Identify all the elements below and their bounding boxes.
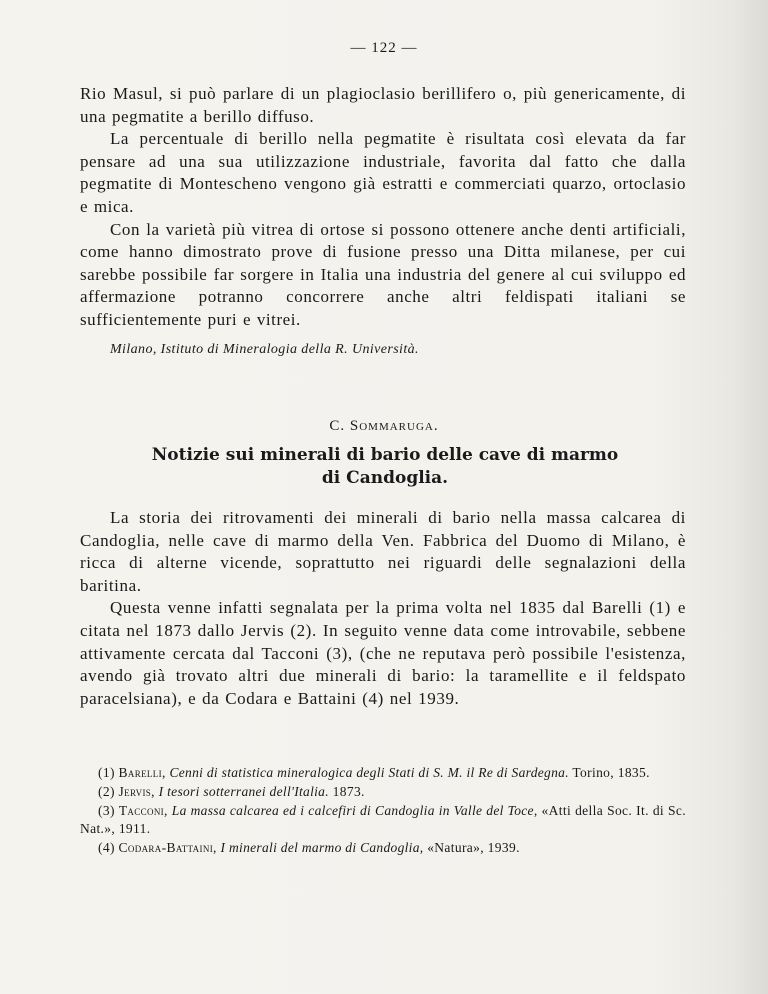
footnote-title: I tesori sotterranei dell'Italia. — [158, 783, 329, 799]
paragraph: La storia dei ritrovamenti dei minerali di bario nella massa calcarea di Candoglia, nelle cave di marmo della Ven. Fabbrica del Duomo di Milano, è ricca di alterne vicende, soprattutto nei riguardi delle segnalazioni della baritina. — [80, 508, 686, 595]
paragraph: Questa venne infatti segnalata per la prima volta nel 1835 dal Barelli (1) e citata nel 1873 dallo Jervis (2). In seguito venne data come introvabile, sebbene attivamente cercata dal Tacconi (3), (che ne reputava però possibile l'esistenza, avendo già trovato altri due minerali di bario: la taramellite e il feldspato paracelsiana), e da Codara e Battaini (4) nel 1939. — [80, 598, 686, 708]
text-block-continuation — [80, 83, 686, 332]
text-block-article — [80, 507, 686, 710]
footnote-rest: 1873. — [332, 783, 365, 799]
footnote — [80, 783, 686, 802]
footnote-author: Barelli, — [118, 765, 166, 780]
article-author: C. Sommaruga. — [329, 418, 439, 434]
article-title-line: di Candoglia. — [321, 468, 449, 488]
footnote-rest: «Atti della Soc. It. di Sc. Nat.», 1911. — [80, 802, 686, 837]
footnote-author: Tacconi, — [118, 802, 168, 818]
footnote-number: (4) — [98, 840, 115, 856]
footnote — [80, 802, 686, 840]
affiliation: Milano, Istituto di Mineralogia della R. Università. — [110, 342, 419, 357]
footnote-title: La massa calcarea ed i calcefiri di Candoglia in Valle del Toce, — [171, 802, 538, 818]
paragraph: Rio Masul, si può parlare di un plagioclasio berillifero o, più genericamente, di una pegmatite a berillo diffuso. — [80, 84, 686, 126]
footnote-number: (2) — [98, 783, 115, 799]
footnote-rest: «Natura», 1939. — [427, 840, 520, 856]
article-title-line: Notizie sui minerali di bario delle cave di marmo — [151, 445, 619, 465]
footnote — [80, 764, 686, 783]
footnote-number: (3) — [98, 802, 115, 818]
article-title — [110, 444, 660, 490]
footnotes — [80, 764, 686, 858]
paragraph: Con la varietà più vitrea di ortose si possono ottenere anche denti artificiali, come hanno dimostrato prove di fusione presso una Ditta milanese, per cui sarebbe possibile far sorgere in Italia una industria del genere al cui sviluppo ed affermazione potranno concorrere anche altri feldispati italiani se sufficientemente puri e vitrei. — [80, 219, 686, 329]
footnote-title: Cenni di statistica mineralogica degli Stati di S. M. il Re di Sardegna. — [169, 765, 569, 780]
footnote-author: Codara-Battaini, — [118, 840, 217, 856]
page-number: — 122 — — [350, 40, 418, 56]
footnote-author: Jervis, — [118, 783, 155, 799]
footnote-rest: Torino, 1835. — [572, 765, 650, 780]
footnote — [80, 839, 686, 858]
paragraph: La percentuale di berillo nella pegmatite è risultata così elevata da far pensare ad una sua utilizzazione industriale, favorita dal fatto che dalla pegmatite di Montescheno vengono già estratti e commerciati quarzo, ortoclasio e mica. — [80, 129, 686, 216]
footnote-number: (1) — [98, 765, 115, 780]
footnote-title: I minerali del marmo di Candoglia, — [220, 840, 424, 856]
